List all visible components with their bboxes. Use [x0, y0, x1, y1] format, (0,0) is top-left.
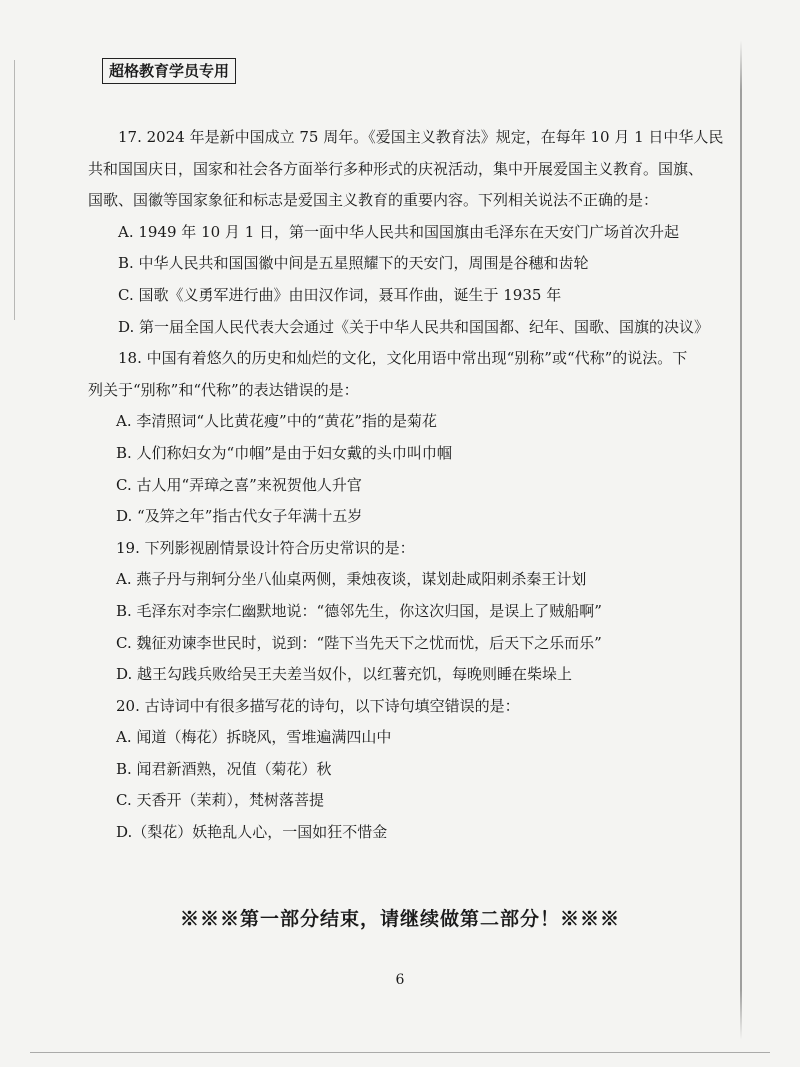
question-20-line-1: 20. 古诗词中有很多描写花的诗句，以下诗句填空错误的是： [116, 696, 520, 715]
question-18-line-2: 列关于“别称”和“代称”的表达错误的是： [88, 380, 359, 399]
section-end-message: ※※※第一部分结束，请继续做第二部分！※※※ [179, 908, 620, 930]
question-18-option-b: B. 人们称妇女为“巾帼”是由于妇女戴的头巾叫巾帼 [116, 443, 452, 462]
scan-edge-bottom [30, 1052, 770, 1053]
question-17-option-b: B. 中华人民共和国国徽中间是五星照耀下的天安门，周围是谷穗和齿轮 [118, 254, 589, 273]
question-19 [88, 533, 700, 691]
scan-edge-left [14, 60, 15, 320]
question-18-option-a: A. 李清照词“人比黄花瘦”中的“黄花”指的是菊花 [116, 412, 438, 431]
question-18-option-c: C. 古人用“弄璋之喜”来祝贺他人升官 [116, 475, 362, 494]
question-20-option-d: D.（梨花）妖艳乱人心，一国如狂不惜金 [116, 823, 388, 842]
question-17-line-3: 国歌、国徽等国家象征和标志是爱国主义教育的重要内容。下列相关说法不正确的是： [88, 191, 659, 210]
question-18-option-d: D. “及笄之年”指古代女子年满十五岁 [116, 507, 363, 526]
question-17-option-c: C. 国歌《义勇军进行曲》由田汉作词，聂耳作曲，诞生于 1935 年 [118, 285, 562, 304]
question-17-option-d: D. 第一届全国人民代表大会通过《关于中华人民共和国国都、纪年、国歌、国旗的决议》 [118, 317, 710, 336]
question-19-option-c: C. 魏征劝谏李世民时，说到：“陛下当先天下之忧而忧，后天下之乐而乐” [116, 633, 602, 652]
questions [88, 122, 724, 849]
question-20-option-c: C. 天香开（茉莉），梵树落菩提 [116, 791, 324, 810]
question-17-line-2: 共和国国庆日，国家和社会各方面举行多种形式的庆祝活动，集中开展爱国主义教育。国旗、 [88, 159, 704, 178]
stamp-label: 超格教育学员专用 [102, 58, 236, 84]
question-17 [88, 122, 724, 343]
question-19-option-d: D. 越王勾践兵败给吴王夫差当奴仆，以红薯充饥，每晚则睡在柴垛上 [116, 665, 573, 684]
question-18 [88, 343, 700, 533]
page-number: 6 [395, 972, 405, 988]
scan-edge-right [740, 40, 742, 1040]
question-19-option-b: B. 毛泽东对李宗仁幽默地说：“德邻先生，你这次归国，是误上了贼船啊” [116, 601, 602, 620]
question-17-option-a: A. 1949 年 10 月 1 日，第一面中华人民共和国国旗由毛泽东在天安门广场首次升起 [118, 222, 680, 241]
question-19-option-a: A. 燕子丹与荆轲分坐八仙桌两侧，秉烛夜谈，谋划赴咸阳刺杀秦王计划 [116, 570, 587, 589]
question-17-line-1: 17. 2024 年是新中国成立 75 周年。《爱国主义教育法》规定，在每年 10 月 1 日中华人民 [118, 128, 724, 146]
question-20-option-b: B. 闻君新酒熟，况值（菊花）秋 [116, 759, 332, 778]
question-19-line-1: 19. 下列影视剧情景设计符合历史常识的是： [116, 538, 415, 557]
question-20 [88, 691, 700, 849]
question-18-line-1: 18. 中国有着悠久的历史和灿烂的文化，文化用语中常出现“别称”或“代称”的说法。下 [118, 349, 688, 368]
question-20-option-a: A. 闻道（梅花）拆晓风，雪堆遍满四山中 [116, 728, 392, 747]
